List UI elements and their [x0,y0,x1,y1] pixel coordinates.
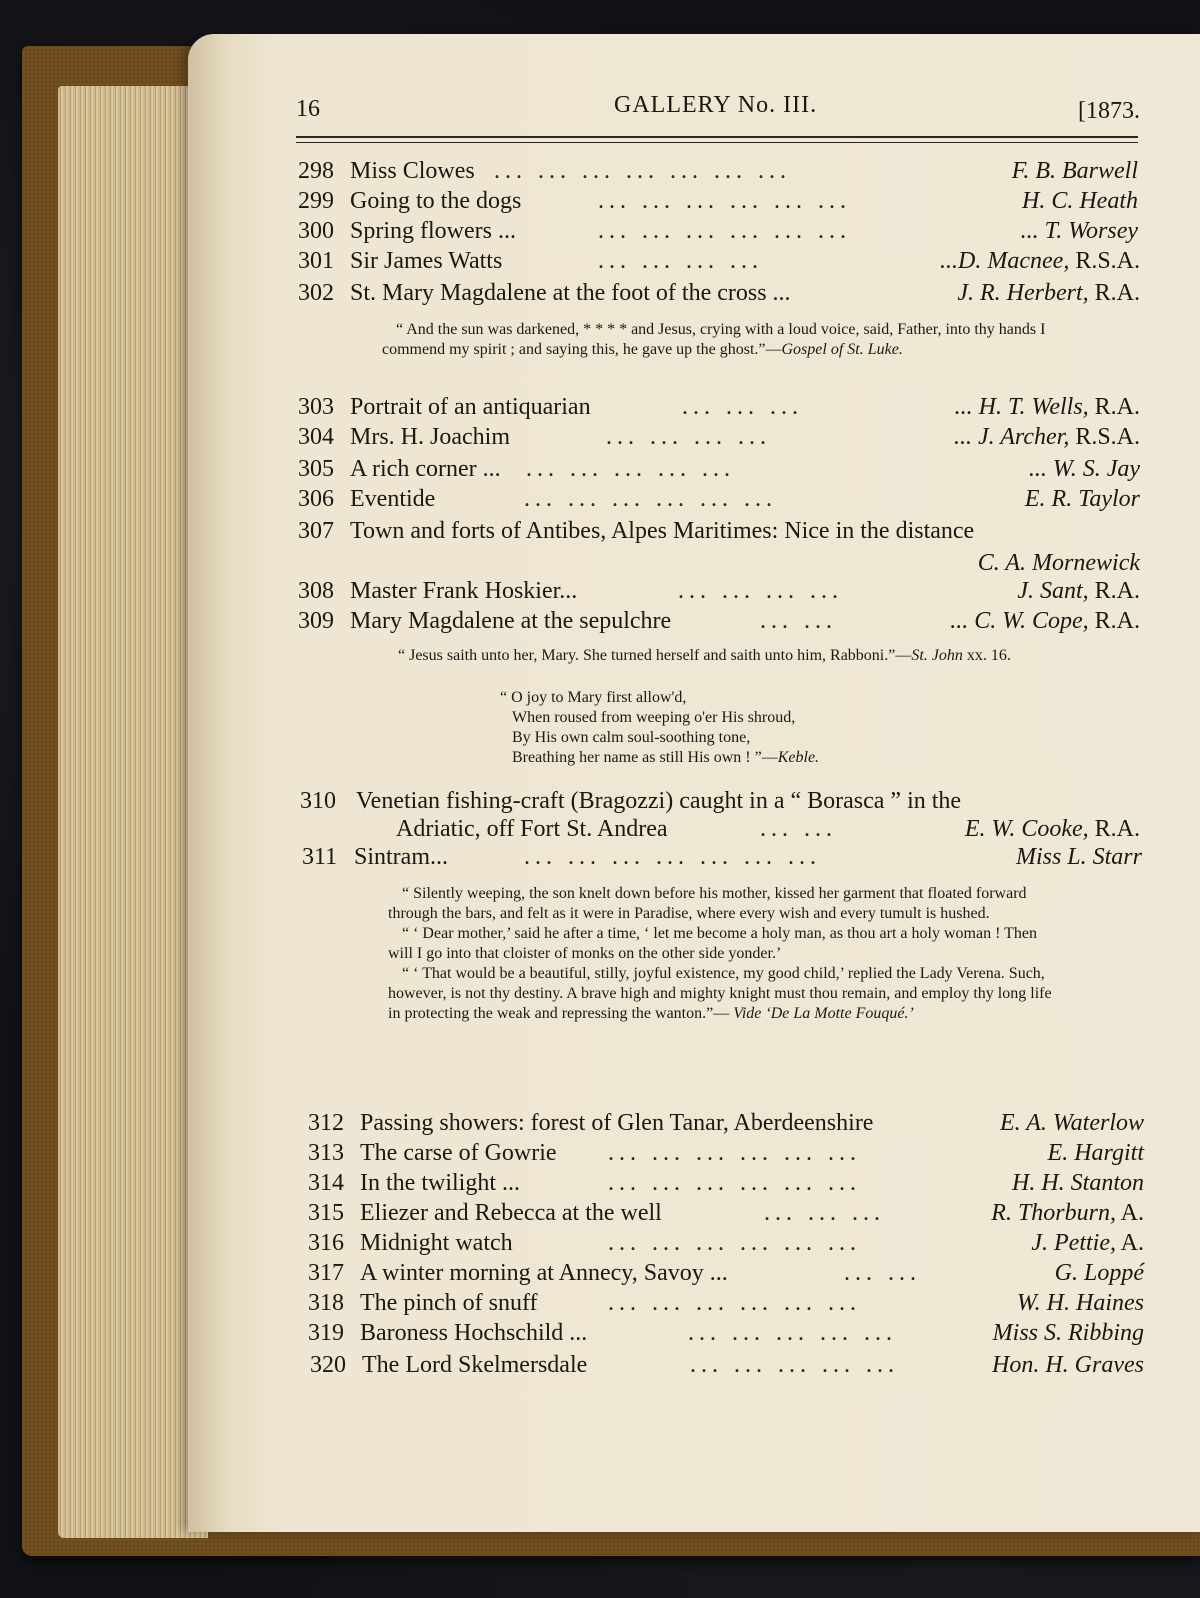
catalogue-entry [302,842,1142,872]
entry-title: Mary Magdalene at the sepulchre [350,608,672,634]
leader-dots: ... ... ... ... [598,248,763,274]
leader-dots: ... ... ... ... [678,578,843,604]
entry-artist: Miss S. Ribbing [992,1320,1144,1346]
entry-title: Master Frank Hoskier... [350,578,578,604]
entry-number: 315 [308,1200,344,1226]
catalogue-entry [308,1168,1144,1198]
catalogue-entry [298,216,1138,246]
entry-title: Portrait of an antiquarian [350,394,591,420]
entry-artist: ... W. S. Jay [1028,456,1140,482]
entry-artist: J. Pettie, A. [1031,1230,1144,1256]
catalogue-entry [308,1108,1144,1138]
entry-title: Mrs. H. Joachim [350,424,510,450]
entry-number: 305 [298,456,334,482]
catalogue-entry [300,786,1140,848]
page-number: 16 [296,96,320,122]
leader-dots: ... ... ... ... ... ... ... [524,844,821,870]
quotation: “ And the sun was darkened, * * * * and Jesus, crying with a loud voice, said, Father, into thy hands I commend my spirit ; and saying this, he gave up the ghost.”—Gospel of St. Luke. [382,321,1046,358]
entry-artist: E. Hargitt [1047,1140,1144,1166]
entry-artist: ... H. T. Wells, R.A. [954,394,1140,420]
catalogue-entry [308,1138,1144,1168]
leader-dots: ... ... ... ... ... ... ... [494,158,791,184]
leader-dots: ... ... ... [764,1200,885,1226]
entry-artist: W. H. Haines [1016,1290,1144,1316]
catalogue-entry [298,454,1140,484]
entry-artist: Miss L. Starr [1015,844,1142,870]
entry-number: 302 [298,280,334,306]
entry-title: St. Mary Magdalene at the foot of the cross ... [350,280,791,306]
running-title: GALLERY No. III. [614,92,818,118]
entry-title: A rich corner ... [350,456,501,482]
leader-dots: ... ... ... ... [606,424,771,450]
catalogue-entry [308,1228,1144,1258]
leader-dots: ... ... ... ... ... [526,456,735,482]
entry-artist: C. A. Mornewick [977,550,1140,576]
catalogue-entry [298,186,1138,216]
entry-title: A winter morning at Annecy, Savoy ... [360,1260,728,1286]
entry-artist: ... J. Archer, R.S.A. [954,424,1140,450]
entry-artist: H. H. Stanton [1012,1170,1144,1196]
entry-artist: ...D. Macnee, R.S.A. [940,248,1140,274]
catalogue-entry [310,1350,1144,1380]
entry-number: 310 [300,788,336,814]
poem-line: “ O joy to Mary first allow'd, [500,689,687,706]
entry-number: 303 [298,394,334,420]
entry-number: 319 [308,1320,344,1346]
quotation: “ Silently weeping, the son knelt down before his mother, kissed her garment that floated forward through the bars, and felt as it were in Paradise, where every wish and every tumult is hushed. “ ‘ Dear mother,’ said he after a time, ‘ let me become a holy man, as thou art a holy woman ! Then will I go into that cloister of monks on the other side yonder.’ “ ‘ That would be a beautiful, stilly, joyful existence, my good child,’ replied the Lady Verena. Such, however, is not thy destiny. A brave high and mighty knight must thou remain, and employ thy long life in protecting the weak and repressing the wanton.”— Vide ‘De La Motte Fouqué.’ [388,885,1052,1022]
entry-artist: E. A. Waterlow [999,1110,1144,1136]
entry-artist: ... T. Worsey [1020,218,1138,244]
leader-dots: ... ... ... ... ... ... [598,188,851,214]
entry-artist: ... C. W. Cope, R.A. [950,608,1140,634]
catalogue-entry [298,576,1140,606]
entry-number: 298 [298,158,334,184]
poem [500,688,819,768]
entry-number: 301 [298,248,334,274]
catalogue-entry [298,422,1140,452]
catalogue-entry [298,516,1140,576]
entry-number: 309 [298,608,334,634]
catalogue-entry [308,1318,1144,1348]
catalogue-entry [298,278,1140,308]
entry-number: 313 [308,1140,344,1166]
entry-title: Baroness Hochschild ... [360,1320,588,1346]
entry-number: 311 [302,844,338,870]
entry-number: 299 [298,188,334,214]
entry-artist: F. B. Barwell [1011,158,1138,184]
leader-dots: ... ... ... ... ... ... [524,486,777,512]
entry-artist: E. R. Taylor [1024,486,1140,512]
entry-title: Going to the dogs [350,188,522,214]
entry-artist: J. Sant, R.A. [1017,578,1140,604]
catalogue-entry [298,606,1140,636]
leader-dots: ... ... ... ... ... [688,1320,897,1346]
leader-dots: ... ... [760,816,837,842]
leader-dots: ... ... [844,1260,921,1286]
entry-artist: J. R. Herbert, R.A. [957,280,1140,306]
entry-title: Spring flowers ... [350,218,516,244]
leader-dots: ... ... ... ... ... ... [598,218,851,244]
entry-artist: E. W. Cooke, R.A. [964,816,1140,842]
poem-line: When roused from weeping o'er His shroud, [512,709,796,726]
entry-title: Passing showers: forest of Glen Tanar, Aberdeenshire [360,1110,874,1136]
catalogue-entry [298,156,1138,186]
catalogue-entry [298,392,1140,422]
leader-dots: ... ... ... ... ... ... [608,1290,861,1316]
entry-title: Sir James Watts [350,248,503,274]
entry-title: Eventide [350,486,436,512]
entry-title: The carse of Gowrie [360,1140,557,1166]
leader-dots: ... ... ... ... ... ... [608,1230,861,1256]
entry-title: In the twilight ... [360,1170,520,1196]
entry-title: Town and forts of Antibes, Alpes Maritimes: Nice in the distance [350,518,975,544]
entry-number: 306 [298,486,334,512]
entry-number: 314 [308,1170,344,1196]
leader-dots: ... ... ... ... ... [690,1352,899,1378]
entry-number: 320 [310,1352,346,1378]
entry-artist: R. Thorburn, A. [991,1200,1144,1226]
entry-title: The Lord Skelmersdale [362,1352,588,1378]
catalogue-entry [308,1288,1144,1318]
leader-dots: ... ... [760,608,837,634]
entry-number: 316 [308,1230,344,1256]
entry-number: 308 [298,578,334,604]
entry-title: Eliezer and Rebecca at the well [360,1200,662,1226]
leader-dots: ... ... ... [682,394,803,420]
poem-line: By His own calm soul-soothing tone, [512,729,751,746]
leader-dots: ... ... ... ... ... ... [608,1140,861,1166]
entry-title: The pinch of snuff [360,1290,538,1316]
entry-number: 304 [298,424,334,450]
entry-artist: H. C. Heath [1022,188,1138,214]
entry-number: 317 [308,1260,344,1286]
quotation: “ Jesus saith unto her, Mary. She turned herself and saith unto him, Rabboni.”—St. John xx. 16. [398,647,1011,664]
entry-title: Venetian fishing-craft (Bragozzi) caught in a “ Borasca ” in the [356,788,962,814]
entry-number: 312 [308,1110,344,1136]
year: [1873. [1078,98,1140,124]
entry-number: 307 [298,518,334,544]
entry-artist: Hon. H. Graves [992,1352,1144,1378]
entry-number: 300 [298,218,334,244]
catalogue-entry [298,246,1140,276]
entry-title-continued: Adriatic, off Fort St. Andrea [396,816,668,842]
entry-title: Sintram... [354,844,448,870]
catalogue-entry [308,1198,1144,1228]
entry-title: Midnight watch [360,1230,513,1256]
entry-title: Miss Clowes [350,158,475,184]
catalogue-entry [308,1258,1144,1288]
leader-dots: ... ... ... ... ... ... [608,1170,861,1196]
catalogue-entry [298,484,1140,514]
entry-number: 318 [308,1290,344,1316]
entry-artist: G. Loppé [1054,1260,1144,1286]
poem-line: Breathing her name as still His own ! ”—Keble. [512,749,820,766]
